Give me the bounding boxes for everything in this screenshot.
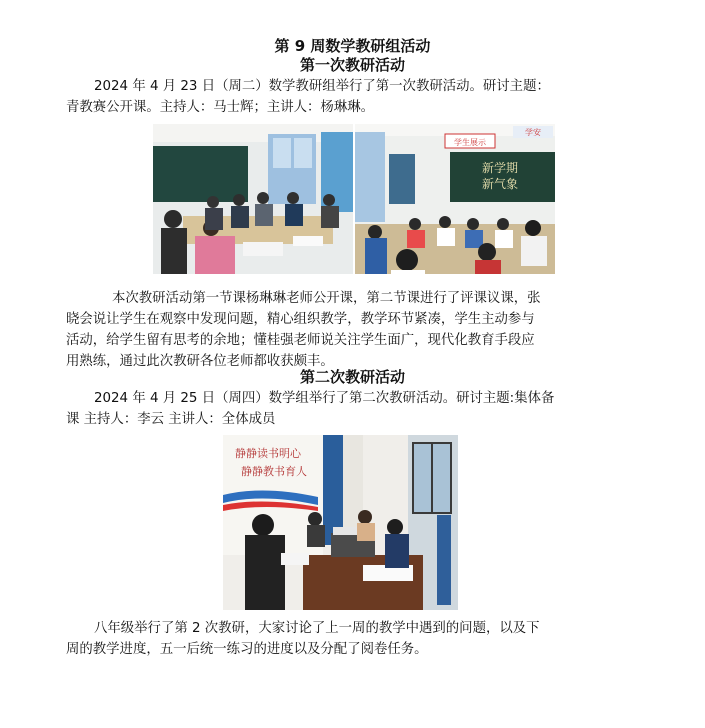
wall-text-2: 静静教书育人 [241, 465, 307, 478]
meeting-room-photo [153, 124, 353, 274]
office-image [223, 435, 458, 610]
banner-text: 学生展示 [454, 138, 486, 147]
section2-intro-line2: 课 主持人：李云 主讲人：全体成员 [66, 412, 276, 427]
meeting-room-image [153, 124, 353, 274]
section2-body-line2: 周的教学进度，五一后统一练习的进度以及分配了阅卷任务。 [66, 642, 428, 657]
board-text-2: 新气象 [481, 177, 519, 191]
section2-body [66, 618, 626, 660]
section2-intro-line1: 2024 年 4 月 25 日（周四）数学组举行了第二次教研活动。研讨主题:集体备 [94, 391, 555, 406]
section1-body-line1: 本次教研活动第一节课杨琳琳老师公开课，第二节课进行了评课议课，张 [112, 291, 541, 306]
classroom-photo [355, 124, 555, 274]
section2-body-line1: 八年级举行了第 2 次教研，大家讨论了上一周的教学中遇到的问题，以及下 [94, 621, 540, 636]
section1-intro-line1: 2024 年 4 月 23 日（周二）数学教研组举行了第一次教研活动。研讨主题： [94, 79, 550, 94]
classroom-image [355, 124, 555, 274]
section1-body [66, 288, 626, 372]
section1-body-line3: 活动，给学生留有思考的余地；懂桂强老师说关注学生面广，现代化教育手段应 [66, 333, 535, 348]
section2-heading: 第二次教研活动 [299, 368, 405, 386]
section1-heading: 第一次教研活动 [299, 56, 405, 74]
banner-text-2: 学安 [525, 128, 541, 137]
page-title: 第 9 周数学教研组活动 [274, 37, 431, 55]
board-text-1: 新学期 [481, 161, 519, 175]
section1-body-line4: 用熟练，通过此次教研各位老师都收获颇丰。 [66, 354, 334, 369]
section1-body-line2: 晓会说让学生在观察中发现问题，精心组织教学，教学环节紧凑，学生主动参与 [66, 312, 535, 327]
wall-text-1: 静静读书明心 [235, 447, 301, 460]
section1-intro-line2: 青教赛公开课。主持人：马士辉；主讲人：杨琳琳。 [66, 100, 374, 115]
section1-intro [66, 76, 626, 118]
section2-intro [66, 388, 626, 430]
office-photo [223, 435, 458, 610]
